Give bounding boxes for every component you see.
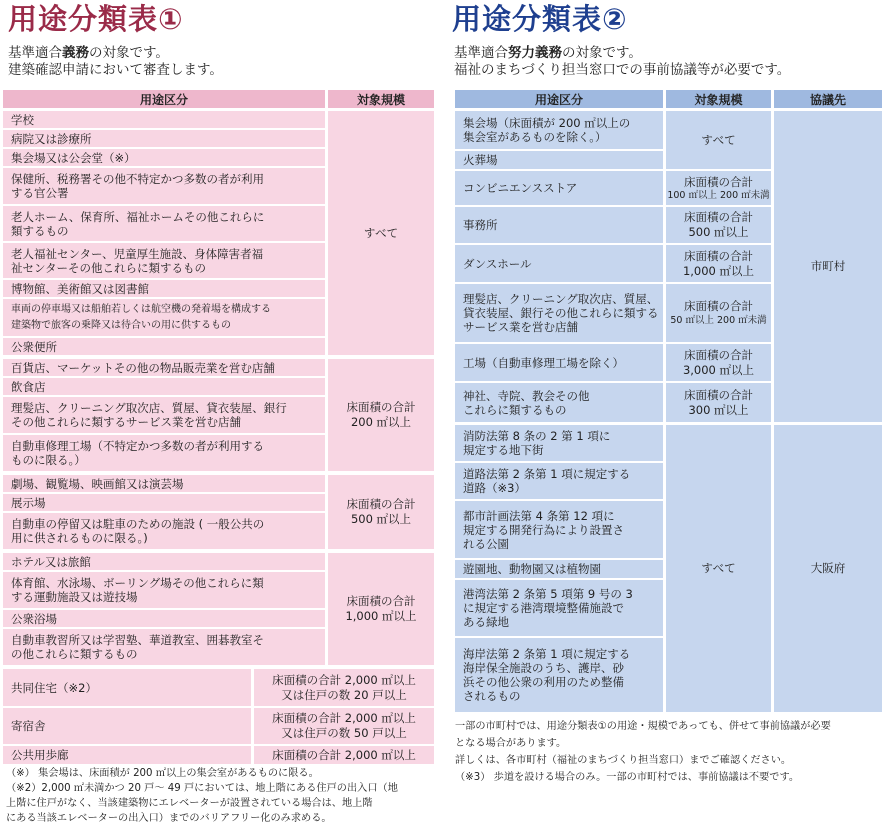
left-intro-line2: 建築確認申請において審査します。: [8, 62, 223, 78]
left-use-text: 祉センターその他これらに類するもの: [11, 260, 207, 275]
left-wide-scale-cell: [254, 746, 434, 764]
right-use-text: 理髪店、クリーニング取次店、質屋、: [463, 292, 659, 306]
right-scale-text: 500 ㎡以上: [688, 225, 749, 239]
right-note: となる場合があります。: [455, 738, 567, 749]
left-scale-text: すべて: [363, 225, 399, 240]
left-use-text: 類するもの: [11, 223, 69, 238]
right-scale-text: 床面積の合計: [684, 299, 753, 313]
right-use-text: 火葬場: [463, 153, 498, 167]
left-use-text: 集会場又は公会堂（※）: [11, 150, 136, 165]
left-use-text: 車両の停車場又は船舶若しくは航空機の発着場を構成する: [11, 303, 271, 315]
left-use-text: 学校: [11, 112, 34, 127]
left-use-text: する運動施設又は遊技場: [11, 590, 138, 604]
right-scale-text: すべて: [701, 561, 736, 575]
left-header-use: 用途区分: [3, 90, 325, 108]
left-use-cell: [3, 206, 325, 241]
left-use-text: 理髪店、クリーニング取次店、質屋、貸衣装屋、銀行: [11, 401, 287, 415]
right-use-text: 消防法第 8 条の 2 第 1 項に: [463, 429, 611, 443]
right-use-text: 貸衣装屋、銀行その他これらに類する: [463, 306, 659, 320]
right-use-text: ある緑地: [463, 615, 509, 629]
right-consult-text: 市町村: [810, 259, 846, 273]
right-use-cell: [455, 171, 663, 205]
right-intro-post: の対象です。: [562, 45, 642, 61]
left-intro-line1: [8, 45, 169, 62]
right-use-cell: [455, 501, 663, 558]
right-scale-text: 床面積の合計: [684, 248, 753, 263]
right-consult-cell: [774, 425, 882, 712]
right-scale-text: 50 ㎡以上 200 ㎡未満: [670, 315, 767, 326]
right-scale-cell: [666, 245, 771, 282]
left-use-cell: [3, 168, 325, 204]
right-use-text: 海岸法第 2 条第 1 項に規定する: [463, 647, 631, 661]
right-intro-pre: 基準適合: [454, 45, 508, 61]
right-header-consult: 協議先: [774, 90, 882, 108]
left-use-cell: [3, 280, 325, 297]
left-use-cell: [3, 111, 325, 128]
right-note: 一部の市町村では、用途分類表①の用途・規模であっても、併せて事前協議が必要: [455, 721, 831, 732]
left-wide-scale-text: 又は住戸の数 20 戸以上: [281, 687, 407, 702]
right-use-text: 工場（自動車修理工場を除く）: [463, 355, 624, 370]
right-use-text: 規定する開発行為により設置さ: [463, 522, 624, 537]
right-use-cell: [455, 638, 663, 712]
left-use-cell: [3, 435, 325, 471]
right-consult-text: 大阪府: [810, 561, 846, 575]
right-use-text: 港湾法第 2 条第 5 項第 9 号の 3: [463, 587, 633, 601]
right-use-text: 神社、寺院、教会その他: [463, 388, 590, 403]
right-table-title: 用途分類表②: [452, 2, 628, 36]
left-wide-use-cell: [3, 746, 251, 764]
left-use-text: 老人福祉センター、児童厚生施設、身体障害者福: [11, 246, 264, 261]
left-wide-scale-cell: [254, 708, 434, 744]
right-scale-text: 床面積の合計: [684, 347, 753, 362]
right-use-cell: [455, 425, 663, 461]
left-use-text: 自動車の停留又は駐車のための施設 ( 一般公共の: [11, 517, 265, 531]
left-use-text: 建築物で旅客の乗降又は待合いの用に供するもの: [11, 319, 231, 331]
left-use-cell: [3, 610, 325, 627]
left-scale-cell: [328, 111, 434, 355]
left-scale-cell: [328, 359, 434, 471]
left-use-cell: [3, 130, 325, 147]
left-scale-text: 床面積の合計: [346, 497, 416, 511]
right-use-cell: [455, 207, 663, 243]
left-scale-cell: [328, 553, 434, 665]
left-use-text: ホテル又は旅館: [11, 554, 91, 569]
right-scale-cell: [666, 344, 771, 381]
right-scale-text: すべて: [701, 132, 736, 147]
right-use-text: されるもの: [463, 689, 521, 703]
right-use-text: 道路法第 2 条第 1 項に規定する: [463, 467, 631, 481]
right-scale-text: 床面積の合計: [684, 210, 753, 224]
right-header-scale: 対象規模: [666, 90, 771, 108]
left-use-text: する官公署: [11, 186, 69, 200]
left-note: （※） 集会場は、床面積が 200 ㎡以上の集会室があるものに限る。: [6, 768, 319, 779]
left-table-title: 用途分類表①: [8, 2, 184, 36]
left-use-cell: [3, 149, 325, 166]
left-use-text: 展示場: [11, 495, 46, 510]
right-use-text: ダンスホール: [463, 256, 532, 271]
right-use-cell: [455, 580, 663, 636]
right-scale-text: 1,000 ㎡以上: [682, 263, 755, 278]
right-use-text: 集会室があるものを除く。）: [463, 130, 607, 144]
left-use-text: 用に供されるものに限る。): [11, 531, 148, 545]
left-wide-use-text: 公共用歩廊: [11, 748, 69, 762]
right-scale-text: 100 ㎡以上 200 ㎡未満: [667, 189, 770, 201]
left-wide-use-cell: [3, 669, 251, 706]
right-use-cell: [455, 151, 663, 169]
right-intro-line2: 福祉のまちづくり担当窓口での事前協議等が必要です。: [454, 62, 791, 78]
right-note: 詳しくは、各市町村（福祉のまちづくり担当窓口）までご確認ください。: [455, 755, 792, 766]
right-use-cell: [455, 344, 663, 381]
left-use-cell: [3, 572, 325, 608]
right-scale-text: 3,000 ㎡以上: [682, 362, 755, 377]
left-scale-text: 1,000 ㎡以上: [345, 609, 417, 623]
left-wide-use-text: 寄宿舎: [11, 719, 46, 733]
right-scale-cell: [666, 171, 771, 205]
left-use-text: ものに限る。）: [11, 453, 86, 467]
right-use-cell: [455, 111, 663, 149]
left-intro-post: の対象です。: [89, 45, 169, 61]
left-note: （※2）2,000 ㎡未満かつ 20 戸～ 49 戸においては、地上階にある住戸の出入口（地: [6, 783, 398, 794]
right-scale-cell: [666, 207, 771, 243]
left-scale-text: 床面積の合計: [346, 594, 416, 608]
right-use-text: 浜その他公衆の利用のため整備: [463, 675, 624, 689]
right-use-cell: [455, 245, 663, 282]
left-use-cell: [3, 629, 325, 665]
left-use-cell: [3, 397, 325, 433]
left-use-text: 劇場、観覧場、映画館又は演芸場: [11, 476, 184, 491]
right-scale-cell: [666, 111, 771, 169]
left-use-cell: [3, 378, 325, 395]
right-use-text: 都市計画法第 4 条第 12 項に: [463, 508, 615, 523]
right-intro-line1: [454, 45, 642, 62]
right-use-text: コンビニエンスストア: [463, 181, 578, 195]
left-use-text: 公衆便所: [11, 339, 57, 354]
left-use-cell: [3, 553, 325, 570]
left-use-text: その他これらに類するサービス業を営む店舗: [11, 415, 241, 429]
right-use-cell: [455, 383, 663, 422]
left-wide-use-text: 共同住宅（※2）: [11, 680, 97, 695]
right-use-text: 海岸保全施設のうち、護岸、砂: [463, 661, 624, 675]
left-wide-scale-text: 床面積の合計 2,000 ㎡以上: [272, 747, 416, 762]
left-wide-scale-cell: [254, 669, 434, 706]
right-header-use: 用途区分: [455, 90, 663, 108]
left-use-text: 老人ホーム、保育所、福祉ホームその他これらに: [11, 209, 265, 224]
left-note: にある当該エレベーターの出入口）までのバリアフリー化のみ求める。: [6, 813, 332, 824]
left-use-text: 博物館、美術館又は図書館: [11, 281, 149, 296]
left-use-cell: [3, 494, 325, 511]
left-use-cell: [3, 513, 325, 549]
right-use-cell: [455, 284, 663, 342]
left-note: 上階に住戸がなく、当該建築物にエレベーターが設置されている場合は、地上階: [6, 798, 373, 809]
right-use-text: 集会場（床面積が 200 ㎡以上の: [463, 116, 631, 130]
left-use-text: 保健所、税務署その他不特定かつ多数の者が利用: [11, 172, 264, 186]
right-scale-cell: [666, 383, 771, 422]
left-header-scale: 対象規模: [328, 90, 434, 108]
right-scale-text: 300 ㎡以上: [688, 402, 749, 417]
left-intro-bold: 義務: [62, 45, 89, 61]
left-use-cell: [3, 338, 325, 355]
right-scale-text: 床面積の合計: [684, 387, 753, 402]
left-use-text: 病院又は診療所: [11, 131, 92, 146]
right-use-text: 道路（※3）: [463, 481, 526, 495]
left-scale-text: 床面積の合計: [346, 400, 416, 414]
left-wide-scale-text: 床面積の合計 2,000 ㎡以上: [272, 672, 416, 687]
left-scale-text: 500 ㎡以上: [350, 512, 412, 526]
left-use-cell: [3, 359, 325, 376]
right-scale-cell: [666, 284, 771, 342]
left-wide-scale-text: 又は住戸の数 50 戸以上: [281, 726, 407, 740]
right-intro-bold: 努力義務: [508, 45, 562, 61]
left-use-cell: [3, 299, 325, 336]
right-use-cell: [455, 560, 663, 578]
right-use-text: これらに類するもの: [463, 402, 567, 417]
left-use-text: の他これらに類するもの: [11, 647, 138, 661]
left-use-cell: [3, 243, 325, 278]
left-scale-text: 200 ㎡以上: [350, 415, 412, 429]
right-note: （※3） 歩道を設ける場合のみ。一部の市町村では、事前協議は不要です。: [455, 772, 800, 783]
left-use-text: 百貨店、マーケットその他の物品販売業を営む店舗: [11, 360, 275, 375]
right-use-text: 事務所: [463, 218, 498, 232]
right-use-cell: [455, 463, 663, 499]
left-scale-cell: [328, 475, 434, 549]
left-use-text: 自動車教習所又は学習塾、華道教室、囲碁教室そ: [11, 633, 264, 647]
right-scale-cell: [666, 425, 771, 712]
right-scale-text: 床面積の合計: [684, 174, 753, 189]
right-use-text: れる公園: [463, 536, 509, 551]
right-use-text: サービス業を営む店舗: [463, 320, 578, 334]
left-use-text: 自動車修理工場（不特定かつ多数の者が利用する: [11, 439, 264, 453]
left-use-text: 飲食店: [11, 379, 46, 394]
left-use-cell: [3, 475, 325, 492]
right-use-text: 遊園地、動物園又は植物園: [463, 562, 601, 576]
left-wide-use-cell: [3, 708, 251, 744]
left-intro-pre: 基準適合: [8, 45, 62, 61]
left-use-text: 公衆浴場: [11, 611, 57, 626]
right-use-text: 規定する地下街: [463, 443, 544, 457]
right-use-text: に規定する港湾環境整備施設で: [463, 601, 624, 615]
right-consult-cell: [774, 111, 882, 422]
left-use-text: 体育館、水泳場、ボーリング場その他これらに類: [11, 576, 264, 590]
left-wide-scale-text: 床面積の合計 2,000 ㎡以上: [272, 711, 416, 725]
